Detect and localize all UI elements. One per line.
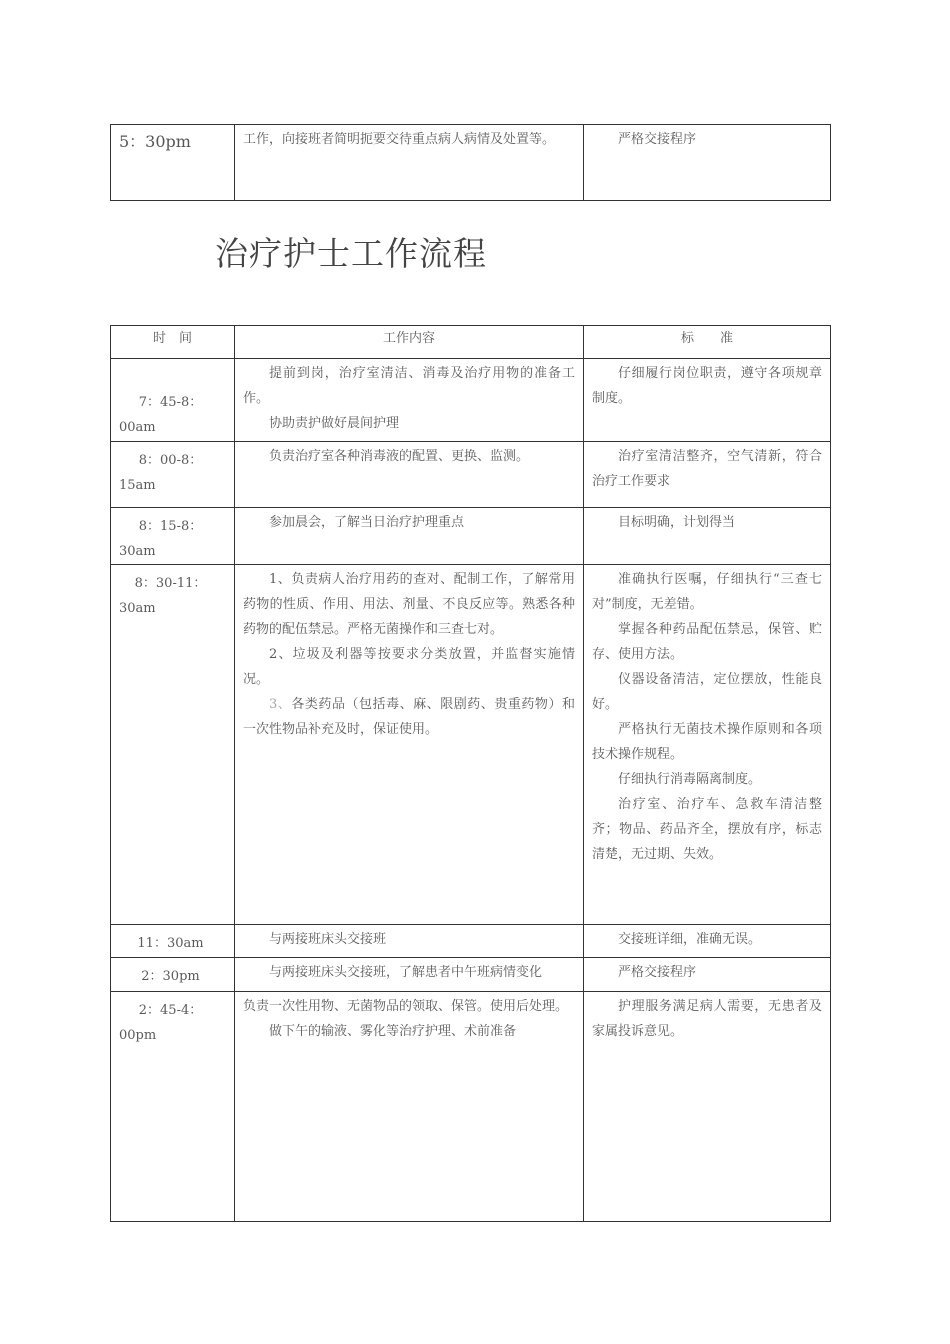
content-cell: 参加晨会，了解当日治疗护理重点: [235, 508, 584, 565]
table-row: [111, 958, 831, 992]
table-row: [111, 125, 831, 201]
standard-cell: 交接班详细，准确无误。: [584, 925, 831, 958]
content-cell: 负责一次性用物、无菌物品的领取、保管。使用后处理。 做下午的输液、雾化等治疗护理、术前准备: [235, 992, 584, 1222]
content-cell: 与两接班床头交接班: [235, 925, 584, 958]
content-cell: 与两接班床头交接班，了解患者中午班病情变化: [235, 958, 584, 992]
time-cell: 8：00-8： 15am: [111, 442, 235, 508]
standard-cell: 仔细履行岗位职责，遵守各项规章制度。: [584, 359, 831, 442]
time-cell: 8：30-11： 30am: [111, 565, 235, 925]
time-cell: 5：30pm: [111, 125, 235, 201]
table-row: [111, 359, 831, 442]
table-row: [111, 508, 831, 565]
time-cell: 11：30am: [111, 925, 235, 958]
previous-page-table: [110, 124, 831, 201]
standard-cell: 护理服务满足病人需要，无患者及家属投诉意见。: [584, 992, 831, 1222]
time-cell: 2：45-4： 00pm: [111, 992, 235, 1222]
table-row: [111, 925, 831, 958]
time-cell: 8：15-8： 30am: [111, 508, 235, 565]
standard-cell: 准确执行医嘱，仔细执行“三查七对”制度，无差错。 掌握各种药品配伍禁忌，保管、贮存、使用方法。 仪器设备清洁，定位摆放，性能良好。 严格执行无菌技术操作原则和各项技术操作规程。 仔细执行消毒隔离制度。 治疗室、治疗车、急救车清洁整齐；物品、药品齐全，摆放有序，标志清楚，无过期、失效。: [584, 565, 831, 925]
header-content: 工作内容: [235, 326, 584, 359]
content-cell: 负责治疗室各种消毒液的配置、更换、监测。: [235, 442, 584, 508]
content-cell: 提前到岗，治疗室清洁、消毒及治疗用物的准备工作。 协助责护做好晨间护理: [235, 359, 584, 442]
page-title: 治疗护士工作流程: [215, 234, 487, 273]
table-row: [111, 992, 831, 1222]
table-header-row: [111, 326, 831, 359]
standard-cell: 治疗室清洁整齐，空气清新，符合治疗工作要求: [584, 442, 831, 508]
standard-cell: 严格交接程序: [584, 958, 831, 992]
workflow-table: [110, 325, 831, 1222]
header-time: 时 间: [111, 326, 235, 359]
time-cell: 2：30pm: [111, 958, 235, 992]
content-cell: 1、负责病人治疗用药的查对、配制工作，了解常用药物的性质、作用、用法、剂量、不良反应等。熟悉各种药物的配伍禁忌。严格无菌操作和三查七对。 2、垃圾及利器等按要求分类放置，并监督实施情况。 3、各类药品（包括毒、麻、限剧药、贵重药物）和一次性物品补充及时，保证使用。: [235, 565, 584, 925]
header-standard: 标 准: [584, 326, 831, 359]
table-row: [111, 442, 831, 508]
standard-cell: 目标明确，计划得当: [584, 508, 831, 565]
standard-cell: 严格交接程序: [584, 125, 831, 201]
content-cell: 工作，向接班者简明扼要交待重点病人病情及处置等。: [235, 125, 584, 201]
time-cell: 7：45-8： 00am: [111, 359, 235, 442]
table-row: [111, 565, 831, 925]
